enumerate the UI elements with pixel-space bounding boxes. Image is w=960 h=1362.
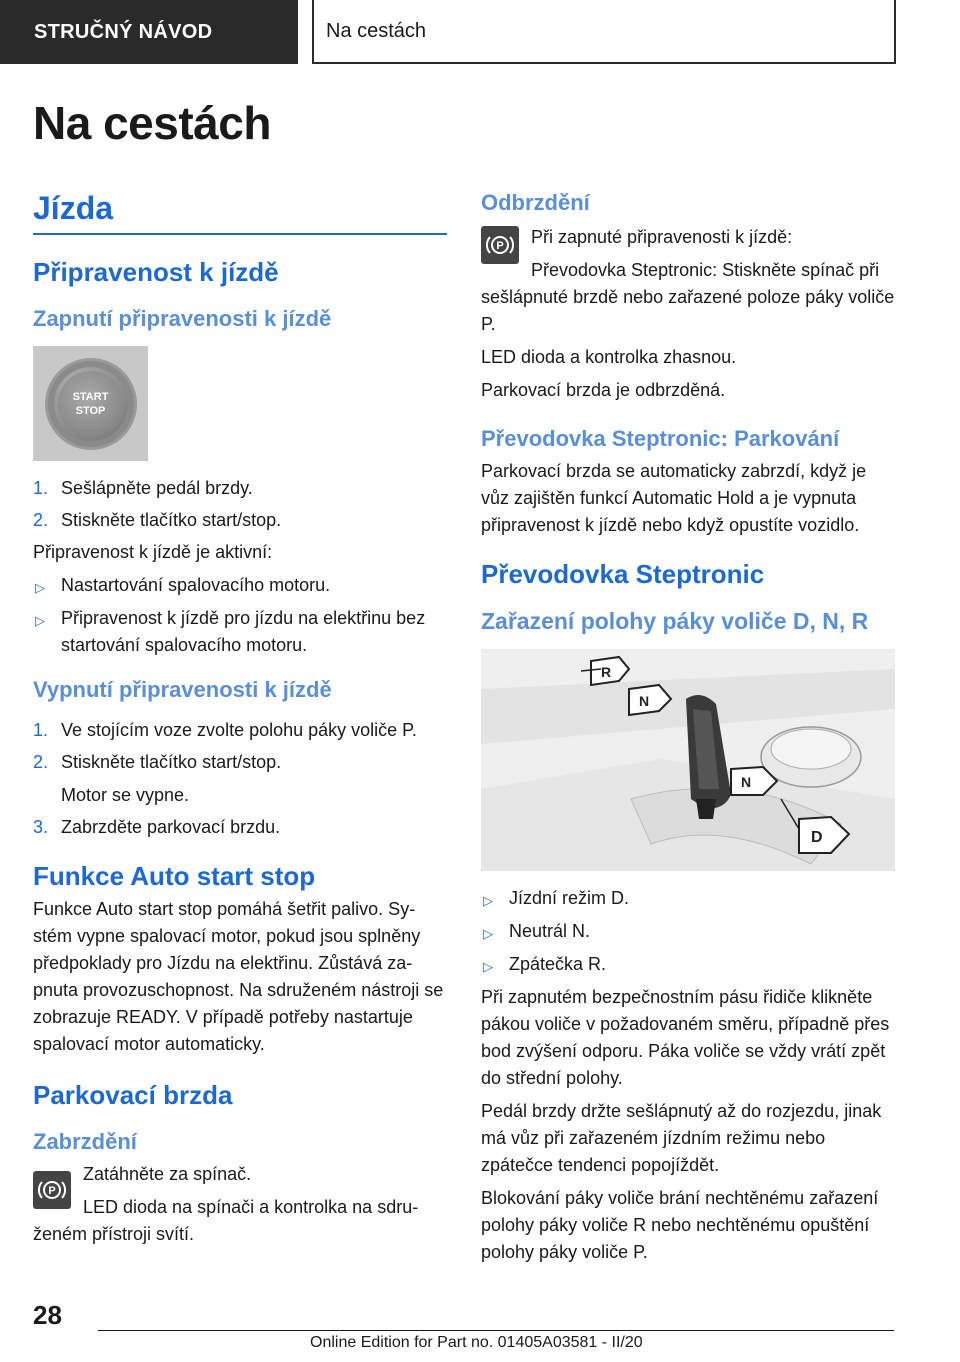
zabrzdeni-block: [33, 1161, 447, 1248]
heading-zapnuti: Zapnutí připravenosti k jízdě: [33, 306, 332, 331]
heading-zabrzdeni: Zabrzdění: [33, 1129, 137, 1154]
vypnuti-steps: [33, 717, 447, 841]
autostart-text: Funkce Auto start stop pomáhá šetřit palivo. Systém vypne spalovací motor, pokud jsou splněny předpoklady pro Jízdu na elektřinu. Zůstává zapnuta provozuschopnost. Na sdruženém nástroji se zobrazuje READY. V případě potřeby nastartuje spalovací motor automaticky.: [33, 899, 444, 1054]
svg-text:P: P: [48, 1185, 56, 1197]
odbrzdeni-p1: Při zapnuté připravenosti k jízdě:: [531, 227, 793, 247]
list-item: 3. Zabrzděte parkovací brzdu.: [33, 817, 281, 837]
right-column: [481, 190, 895, 1272]
zabrzdeni-p1: Zatáhněte za spínač.: [83, 1164, 252, 1184]
list-item: ▷ Zpátečka R.: [481, 951, 895, 978]
para-3: Blokování páky voliče brání nechtěnému zařazení polohy páky voliče R nebo nechtěnému opuštění polohy páky voliče P.: [481, 1188, 879, 1262]
footer-divider: [98, 1330, 894, 1331]
odbrzdeni-block: [481, 224, 895, 338]
list-item: ▷ Neutrál N.: [481, 918, 895, 945]
gear-label-n-upper: N: [639, 693, 650, 709]
heading-pripravenost: Připravenost k jízdě: [33, 257, 279, 287]
stop-label: STOP: [75, 404, 106, 417]
svg-text:P: P: [496, 240, 504, 252]
list-item: 1. Sešlápněte pedál brzdy.: [33, 478, 253, 498]
gear-selector-illustration: [481, 649, 895, 871]
odbrzdeni-p4: Parkovací brzda je odbrzděná.: [481, 380, 726, 400]
edition-note: Online Edition for Part no. 01405A03581 - II/20: [310, 1334, 643, 1351]
gear-label-d: D: [811, 829, 823, 846]
triangle-bullet-icon: ▷: [35, 580, 45, 595]
page-title: Na cestách: [33, 97, 271, 149]
zapnuti-steps: [33, 475, 447, 534]
aktivni-intro: Připravenost k jízdě je aktivní:: [33, 542, 273, 562]
parking-brake-icon: [481, 226, 519, 264]
odbrzdeni-p3: LED dioda a kontrolka zhasnou.: [481, 347, 737, 367]
heading-jizda: Jízda: [33, 190, 114, 226]
gear-label-r: R: [601, 664, 612, 680]
parking-brake-icon: [33, 1171, 71, 1209]
odbrzdeni-p2: Převodovka Steptronic: Stiskněte spínač při sešlápnuté brzdě nebo zařazené poloze páky voliče P.: [481, 260, 895, 334]
list-item: ▷ Nastartování spalovacího motoru.: [33, 572, 447, 599]
list-item: 1. Ve stojícím voze zvolte polohu páky voliče P.: [33, 720, 417, 740]
heading-odbrzdeni: Odbrzdění: [481, 190, 590, 215]
zabrzdeni-p2: LED dioda na spínači a kontrolka na sdruženém přístroji svítí.: [33, 1197, 419, 1244]
steptronic-park-text: Parkovací brzda se automaticky zabrzdí, když je vůz zajištěn funkcí Automatic Hold a je vypnuta připravenost k jízdě nebo když opustíte vozidlo.: [481, 461, 867, 535]
page-header: [0, 0, 960, 66]
heading-divider: [33, 233, 447, 235]
aktivni-bullets: [33, 572, 447, 659]
heading-steptronic-park: Převodovka Steptronic: Parkování: [481, 426, 840, 451]
start-stop-button-image: [33, 346, 148, 461]
triangle-bullet-icon: ▷: [483, 959, 493, 974]
list-item: ▷ Jízdní režim D.: [481, 885, 895, 912]
list-item: 2. Stiskněte tlačítko start/stop.: [33, 510, 282, 530]
mode-bullets: [481, 885, 895, 978]
section-tab: STRUČNÝ NÁVOD: [0, 0, 298, 64]
para-2: Pedál brzdy držte sešlápnutý až do rozjezdu, jinak má vůz při zařazeném jízdním režimu nebo zpátečce tendenci popojíždět.: [481, 1101, 882, 1175]
triangle-bullet-icon: ▷: [35, 613, 45, 628]
list-item: ▷ Připravenost k jízdě pro jízdu na elektřinu bez startování spalovacího motoru.: [35, 608, 426, 655]
left-column: [33, 190, 447, 1254]
heading-autostart: Funkce Auto start stop: [33, 861, 316, 891]
heading-parkovaci: Parkovací brzda: [33, 1080, 233, 1110]
gear-label-n-lower: N: [741, 774, 752, 790]
chapter-tab: Na cestách: [312, 0, 896, 64]
page-number: 28: [33, 1300, 62, 1330]
heading-vypnuti: Vypnutí připravenosti k jízdě: [33, 677, 332, 702]
para-1: Při zapnutém bezpečnostním pásu řidiče klikněte pákou voliče v požadovaném směru, případně přes bod zvýšení odporu. Páka voliče se vždy vrátí zpět do střední polohy.: [481, 987, 890, 1088]
list-item: 2. Stiskněte tlačítko start/stop. Motor se vypne.: [33, 752, 282, 805]
triangle-bullet-icon: ▷: [483, 893, 493, 908]
heading-steptronic: Převodovka Steptronic: [481, 559, 765, 589]
triangle-bullet-icon: ▷: [483, 926, 493, 941]
start-label: START: [72, 390, 109, 403]
heading-zarazeni: Zařazení polohy páky voliče D, N, R: [481, 608, 869, 634]
